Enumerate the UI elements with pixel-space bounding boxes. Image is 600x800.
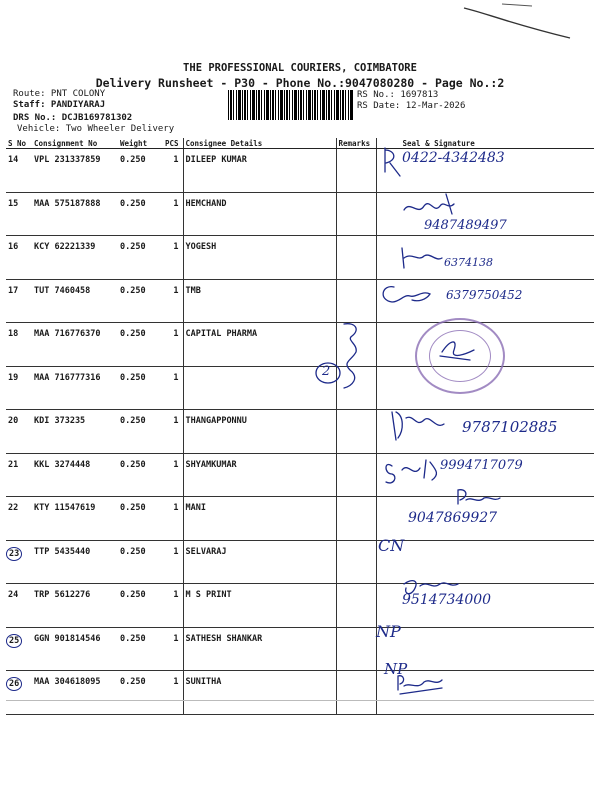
row-signature — [376, 584, 594, 628]
row-consignee: SELVARAJ — [183, 540, 336, 584]
row-consignee: SATHESH SHANKAR — [183, 627, 336, 671]
phone-note-r20: 9787102885 — [462, 418, 558, 436]
row-consignment: TTP 5435440 — [32, 540, 118, 584]
phone-note-r16: 6374138 — [444, 256, 493, 269]
col-remarks: Remarks — [336, 138, 376, 149]
row-consignment: KCY 62221339 — [32, 236, 118, 280]
row-signature — [376, 410, 594, 454]
row-pcs: 1 — [163, 366, 183, 410]
row-consignment: GGN 901814546 — [32, 627, 118, 671]
company-title: THE PROFESSIONAL COURIERS, COIMBATORE — [183, 62, 417, 74]
row-consignee: THANGAPPONNU — [183, 410, 336, 454]
scan-corner-mark — [462, 2, 572, 42]
row-weight: 0.250 — [118, 671, 163, 715]
row-consignment: MAA 575187888 — [32, 192, 118, 236]
row-consignee: SHYAMKUMAR — [183, 453, 336, 497]
rs-date: RS Date: 12-Mar-2026 — [357, 101, 466, 111]
row-sno: 18 — [6, 323, 32, 367]
row-consignee: MANI — [183, 497, 336, 541]
row-pcs: 1 — [163, 323, 183, 367]
phone-note-r14: 0422-4342483 — [402, 150, 505, 166]
remark-note-r19: 2 — [322, 364, 331, 379]
col-signature: Seal & Signature — [376, 138, 594, 149]
row-remarks — [336, 192, 376, 236]
row-pcs: 1 — [163, 497, 183, 541]
row-signature — [376, 366, 594, 410]
row-consignment: TUT 7460458 — [32, 279, 118, 323]
note-r25: NP — [376, 622, 401, 641]
note-r23: CN — [378, 536, 405, 555]
row-consignee — [183, 366, 336, 410]
row-pcs: 1 — [163, 540, 183, 584]
row-sno: 19 — [6, 366, 32, 410]
row-weight: 0.250 — [118, 627, 163, 671]
note-r26: NP — [384, 660, 408, 678]
drs-number: DRS No.: DCJB169781302 — [13, 113, 133, 123]
row-consignee: M S PRINT — [183, 584, 336, 628]
row-remarks — [336, 149, 376, 193]
row-pcs: 1 — [163, 149, 183, 193]
row-signature — [376, 540, 594, 584]
row-remarks — [336, 279, 376, 323]
table-row — [6, 410, 594, 454]
row-remarks — [336, 453, 376, 497]
phone-note-r17: 6379750452 — [446, 288, 523, 302]
runsheet-table — [6, 138, 594, 715]
row-remarks — [336, 540, 376, 584]
rs-number: RS No.: 1697813 — [357, 90, 439, 100]
row-weight: 0.250 — [118, 584, 163, 628]
route-label: Route: PNT COLONY — [13, 89, 106, 99]
row-sno: 20 — [6, 410, 32, 454]
table-row — [6, 192, 594, 236]
row-pcs: 1 — [163, 584, 183, 628]
row-consignment: MAA 716776370 — [32, 323, 118, 367]
row-consignee: DILEEP KUMAR — [183, 149, 336, 193]
row-signature — [376, 149, 594, 193]
circled-sno: 26 — [6, 677, 22, 691]
row-weight: 0.250 — [118, 410, 163, 454]
row-remarks — [336, 236, 376, 280]
row-weight: 0.250 — [118, 453, 163, 497]
phone-note-r15: 9487489497 — [424, 218, 507, 233]
circled-sno: 25 — [6, 634, 22, 648]
row-consignment: KDI 373235 — [32, 410, 118, 454]
row-consignment: MAA 716777316 — [32, 366, 118, 410]
row-signature — [376, 236, 594, 280]
table-row — [6, 149, 594, 193]
row-sno: 14 — [6, 149, 32, 193]
row-remarks — [336, 497, 376, 541]
row-sno: 22 — [6, 497, 32, 541]
row-consignment: TRP 5612276 — [32, 584, 118, 628]
row-sno: 24 — [6, 584, 32, 628]
table-row — [6, 627, 594, 671]
phone-note-r22: 9047869927 — [408, 510, 498, 526]
table-row — [6, 584, 594, 628]
col-consignee: Consignee Details — [183, 138, 336, 149]
row-signature — [376, 627, 594, 671]
row-weight: 0.250 — [118, 323, 163, 367]
staff-label: Staff: PANDIYARAJ — [13, 100, 106, 110]
table-row — [6, 236, 594, 280]
row-remarks — [336, 584, 376, 628]
row-weight: 0.250 — [118, 497, 163, 541]
row-consignment: KTY 11547619 — [32, 497, 118, 541]
row-pcs: 1 — [163, 627, 183, 671]
phone-note-r24: 9514734000 — [402, 592, 492, 608]
row-signature — [376, 453, 594, 497]
row-consignment: VPL 231337859 — [32, 149, 118, 193]
row-consignment: MAA 304618095 — [32, 671, 118, 715]
row-signature — [376, 323, 594, 367]
row-remarks — [336, 410, 376, 454]
row-signature — [376, 497, 594, 541]
col-sno: S No — [6, 138, 32, 149]
runsheet-subtitle: Delivery Runsheet - P30 - Phone No.:9047080280 - Page No.:2 — [95, 76, 505, 90]
row-remarks — [336, 671, 376, 715]
row-sno — [6, 627, 32, 671]
row-sno: 15 — [6, 192, 32, 236]
row-pcs: 1 — [163, 671, 183, 715]
row-consignment: KKL 3274448 — [32, 453, 118, 497]
row-remarks — [336, 323, 376, 367]
col-pcs: PCS — [163, 138, 183, 149]
row-pcs: 1 — [163, 453, 183, 497]
row-remarks — [336, 627, 376, 671]
row-pcs: 1 — [163, 236, 183, 280]
row-weight: 0.250 — [118, 540, 163, 584]
row-consignee: CAPITAL PHARMA — [183, 323, 336, 367]
row-sno — [6, 671, 32, 715]
row-pcs: 1 — [163, 192, 183, 236]
circled-sno: 23 — [6, 547, 22, 561]
row-consignee: TMB — [183, 279, 336, 323]
row-weight: 0.250 — [118, 149, 163, 193]
row-remarks — [336, 366, 376, 410]
row-sno: 21 — [6, 453, 32, 497]
row-sno — [6, 540, 32, 584]
page-bottom-rule — [6, 700, 594, 701]
table-row — [6, 279, 594, 323]
vehicle-label: Vehicle: Two Wheeler Delivery — [17, 124, 175, 134]
table-row — [6, 366, 594, 410]
table-row — [6, 323, 594, 367]
row-sno: 17 — [6, 279, 32, 323]
barcode — [228, 90, 354, 120]
row-pcs: 1 — [163, 279, 183, 323]
row-weight: 0.250 — [118, 366, 163, 410]
table-row — [6, 497, 594, 541]
row-weight: 0.250 — [118, 279, 163, 323]
table-row — [6, 453, 594, 497]
table-row — [6, 540, 594, 584]
row-consignee: HEMCHAND — [183, 192, 336, 236]
row-pcs: 1 — [163, 410, 183, 454]
row-signature — [376, 671, 594, 715]
table-header-row — [6, 138, 594, 149]
phone-note-r21: 9994717079 — [440, 458, 523, 473]
row-signature — [376, 279, 594, 323]
row-consignee: SUNITHA — [183, 671, 336, 715]
col-consignment: Consignment No — [32, 138, 118, 149]
row-sno: 16 — [6, 236, 32, 280]
row-consignee: YOGESH — [183, 236, 336, 280]
col-weight: Weight — [118, 138, 163, 149]
table-row — [6, 671, 594, 715]
row-signature — [376, 192, 594, 236]
row-weight: 0.250 — [118, 192, 163, 236]
row-weight: 0.250 — [118, 236, 163, 280]
